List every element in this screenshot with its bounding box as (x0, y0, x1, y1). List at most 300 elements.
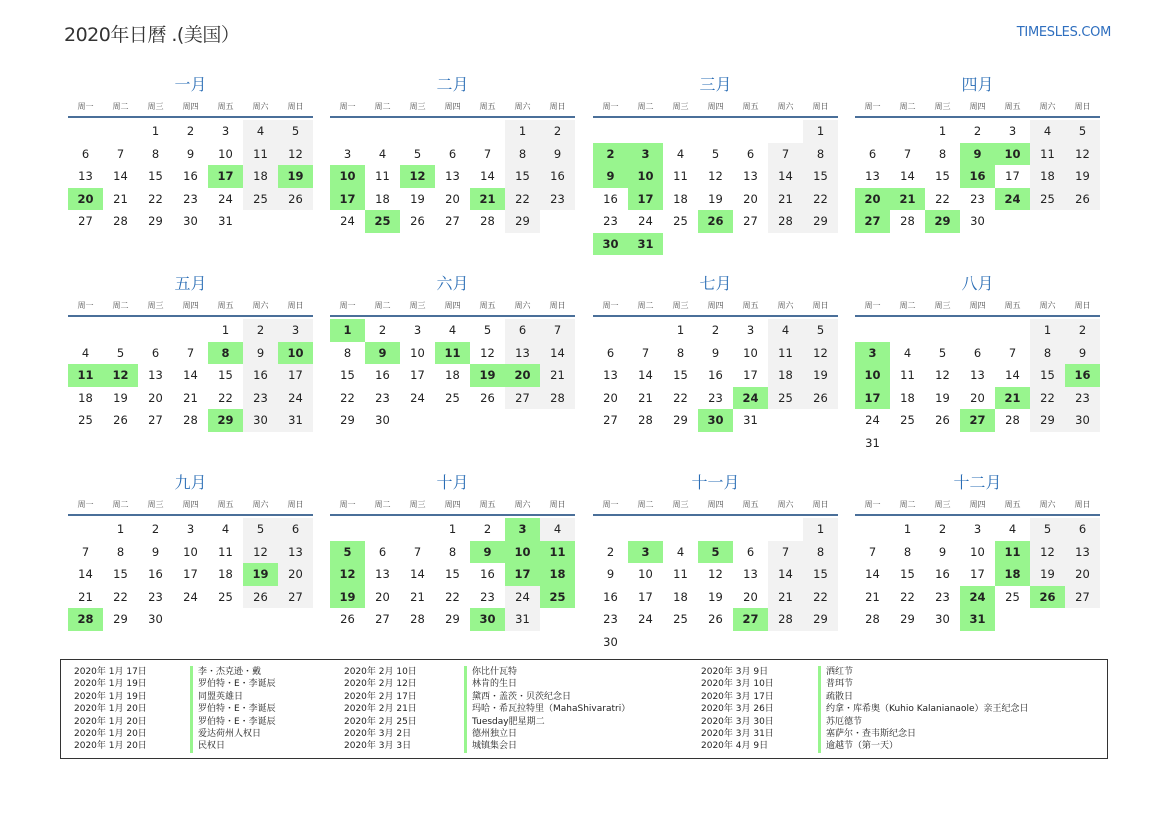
weekday-label: 周四 (444, 301, 461, 310)
day-cell: 28 (540, 387, 575, 410)
holiday-day-cell: 10 (278, 342, 313, 365)
header-rule (593, 315, 838, 317)
day-cell: 12 (708, 169, 723, 184)
legend-date: 2020年 1月 20日 (74, 741, 147, 752)
day-cell: 14 (480, 169, 495, 184)
day-cell: 11 (673, 567, 688, 582)
day-cell: 27 (603, 413, 618, 428)
holiday-day-cell: 9 (365, 342, 400, 365)
day-cell: 11 (375, 169, 390, 184)
weekday-label: 周二 (637, 301, 654, 310)
day-cell: 5 (483, 323, 492, 338)
legend-date: 2020年 3月 9日 (701, 667, 769, 677)
day-cell: 29 (900, 612, 915, 627)
day-cell: 4 (81, 345, 90, 360)
day-cell: 29 (803, 210, 838, 233)
weekday-label: 周二 (112, 500, 129, 509)
day-cell: 27 (743, 214, 758, 229)
holiday-day-cell: 11 (435, 342, 470, 365)
day-cell: 3 (746, 323, 755, 338)
day-cell: 23 (540, 188, 575, 211)
day-cell: 28 (768, 608, 803, 631)
holiday-day-cell: 27 (960, 409, 995, 432)
day-cell: 24 (638, 612, 653, 627)
day-cell: 20 (743, 589, 758, 604)
day-cell: 2 (938, 522, 947, 537)
day-cell: 3 (973, 522, 982, 537)
weekday-label: 周三 (409, 301, 426, 310)
day-cell: 20 (445, 191, 460, 206)
day-cell: 29 (148, 214, 163, 229)
weekday-label: 周五 (479, 102, 496, 111)
weekday-label: 周四 (444, 500, 461, 509)
day-cell: 28 (410, 612, 425, 627)
month-block (68, 73, 313, 233)
weekday-label: 周一 (77, 301, 94, 310)
site-link[interactable]: TIMESLES.COM (1016, 25, 1111, 40)
empty-cell (855, 518, 890, 541)
day-cell: 31 (505, 608, 540, 631)
day-cell: 28 (768, 210, 803, 233)
day-cell: 21 (865, 589, 880, 604)
day-cell: 3 (278, 319, 313, 342)
empty-cell (365, 120, 400, 143)
legend-holiday-name: 玛哈・希瓦拉特里（MahaShivaratri） (464, 703, 630, 715)
day-cell: 16 (243, 364, 278, 387)
holiday-day-cell: 19 (470, 364, 505, 387)
day-cell: 23 (935, 589, 950, 604)
weekday-header (330, 495, 575, 514)
day-cell: 14 (638, 368, 653, 383)
weekday-label: 周日 (812, 500, 829, 509)
weekday-label: 周五 (742, 301, 759, 310)
day-cell: 21 (78, 589, 93, 604)
empty-cell (173, 319, 208, 342)
day-cell: 5 (938, 345, 947, 360)
header-rule (330, 116, 575, 118)
day-cell: 11 (900, 368, 915, 383)
day-cell: 17 (410, 368, 425, 383)
day-grid (593, 518, 838, 653)
day-cell: 2 (606, 544, 615, 559)
day-cell: 25 (673, 612, 688, 627)
day-cell: 7 (116, 146, 125, 161)
day-cell: 13 (1065, 541, 1100, 564)
day-cell: 2 (483, 522, 492, 537)
weekday-label: 周六 (514, 500, 531, 509)
legend-date: 2020年 1月 19日 (74, 691, 147, 702)
month-block (593, 73, 838, 255)
empty-cell (925, 319, 960, 342)
weekday-label: 周日 (287, 102, 304, 111)
day-cell: 22 (148, 191, 163, 206)
holiday-day-cell: 16 (960, 165, 995, 188)
weekday-label: 周二 (112, 102, 129, 111)
day-grid (68, 518, 313, 631)
day-cell: 24 (505, 586, 540, 609)
day-cell: 12 (278, 143, 313, 166)
holiday-day-cell: 12 (103, 364, 138, 387)
holiday-day-cell: 19 (278, 165, 313, 188)
day-cell: 22 (935, 191, 950, 206)
day-cell: 29 (673, 413, 688, 428)
day-cell: 7 (768, 143, 803, 166)
day-cell: 1 (116, 522, 125, 537)
day-cell: 29 (505, 210, 540, 233)
day-cell: 18 (78, 390, 93, 405)
weekday-label: 周六 (514, 301, 531, 310)
day-cell: 15 (803, 165, 838, 188)
empty-cell (890, 319, 925, 342)
empty-cell (628, 518, 663, 541)
empty-cell (68, 518, 103, 541)
day-cell: 15 (445, 567, 460, 582)
weekday-label: 周四 (969, 102, 986, 111)
day-cell: 9 (1065, 342, 1100, 365)
day-cell: 19 (708, 191, 723, 206)
weekday-label: 周五 (1004, 301, 1021, 310)
weekday-label: 周三 (147, 102, 164, 111)
day-cell: 4 (448, 323, 457, 338)
day-cell: 13 (743, 567, 758, 582)
holiday-day-cell: 21 (470, 188, 505, 211)
day-cell: 8 (448, 544, 457, 559)
day-cell: 26 (708, 612, 723, 627)
day-cell: 4 (1030, 120, 1065, 143)
day-cell: 9 (606, 567, 615, 582)
day-cell: 4 (378, 146, 387, 161)
day-cell: 29 (113, 612, 128, 627)
day-cell: 22 (673, 390, 688, 405)
header-rule (855, 514, 1100, 516)
weekday-label: 周二 (374, 301, 391, 310)
day-cell: 30 (375, 413, 390, 428)
legend-holiday-name: 黛西・盖茨・贝茨纪念日 (464, 691, 571, 703)
holiday-day-cell: 30 (470, 608, 505, 631)
weekday-header (593, 296, 838, 315)
day-cell: 12 (243, 541, 278, 564)
holiday-day-cell: 19 (243, 563, 278, 586)
holiday-day-cell: 30 (593, 233, 628, 256)
holiday-day-cell: 5 (698, 541, 733, 564)
day-cell: 14 (78, 567, 93, 582)
day-cell: 13 (278, 541, 313, 564)
day-cell: 5 (803, 319, 838, 342)
day-cell: 23 (148, 589, 163, 604)
day-cell: 12 (935, 368, 950, 383)
weekday-label: 周日 (812, 102, 829, 111)
holiday-day-cell: 2 (593, 143, 628, 166)
day-cell: 28 (638, 413, 653, 428)
month-block (68, 272, 313, 432)
day-cell: 28 (900, 214, 915, 229)
weekday-label: 周三 (672, 301, 689, 310)
day-grid (593, 120, 838, 255)
empty-cell (103, 120, 138, 143)
weekday-label: 周日 (812, 301, 829, 310)
day-cell: 26 (935, 413, 950, 428)
day-cell: 13 (970, 368, 985, 383)
weekday-header (593, 495, 838, 514)
weekday-label: 周五 (217, 102, 234, 111)
day-cell: 6 (378, 544, 387, 559)
holiday-day-cell: 9 (593, 165, 628, 188)
holiday-day-cell: 12 (330, 563, 365, 586)
legend-date: 2020年 3月 3日 (344, 741, 412, 752)
day-cell: 18 (900, 390, 915, 405)
day-cell: 15 (148, 169, 163, 184)
month-block (330, 272, 575, 432)
day-cell: 9 (243, 342, 278, 365)
legend-date: 2020年 2月 17日 (344, 691, 417, 702)
legend-date: 2020年 3月 2日 (344, 729, 412, 739)
day-cell: 17 (1005, 169, 1020, 184)
weekday-header (330, 296, 575, 315)
day-cell: 8 (116, 544, 125, 559)
day-cell: 5 (711, 146, 720, 161)
day-cell: 28 (480, 214, 495, 229)
holiday-day-cell: 9 (960, 143, 995, 166)
day-cell: 25 (445, 390, 460, 405)
legend-holiday-name: 普珥节 (818, 678, 853, 690)
legend-holiday-name: 罗伯特・E・李诞辰 (190, 703, 276, 715)
day-cell: 18 (375, 191, 390, 206)
month-name: 八月 (961, 274, 994, 293)
holiday-day-cell: 18 (540, 563, 575, 586)
holiday-day-cell: 29 (925, 210, 960, 233)
day-cell: 10 (743, 345, 758, 360)
weekday-header (330, 97, 575, 116)
day-cell: 18 (243, 165, 278, 188)
weekday-label: 周一 (602, 301, 619, 310)
weekday-label: 周日 (287, 301, 304, 310)
legend-holiday-name: 罗伯特・E・李诞辰 (190, 678, 276, 690)
day-cell: 7 (81, 544, 90, 559)
day-cell: 13 (505, 342, 540, 365)
day-cell: 21 (768, 188, 803, 211)
day-cell: 25 (243, 188, 278, 211)
day-cell: 4 (676, 146, 685, 161)
month-name: 九月 (174, 473, 207, 492)
day-cell: 8 (803, 143, 838, 166)
day-cell: 6 (505, 319, 540, 342)
holiday-day-cell: 11 (68, 364, 103, 387)
weekday-label: 周一 (77, 102, 94, 111)
day-cell: 20 (278, 563, 313, 586)
holiday-day-cell: 25 (540, 586, 575, 609)
holiday-day-cell: 1 (330, 319, 365, 342)
holiday-day-cell: 31 (628, 233, 663, 256)
day-cell: 21 (113, 191, 128, 206)
holiday-day-cell: 3 (855, 342, 890, 365)
empty-cell (330, 120, 365, 143)
day-cell: 22 (900, 589, 915, 604)
day-cell: 30 (603, 634, 618, 649)
day-cell: 7 (641, 345, 650, 360)
day-cell: 23 (603, 214, 618, 229)
weekday-label: 周一 (339, 500, 356, 509)
weekday-label: 周四 (182, 102, 199, 111)
day-cell: 6 (448, 146, 457, 161)
weekday-label: 周六 (777, 500, 794, 509)
month-name: 十月 (436, 473, 469, 492)
day-cell: 8 (505, 143, 540, 166)
weekday-label: 周五 (1004, 500, 1021, 509)
day-cell: 8 (803, 541, 838, 564)
month-block (855, 471, 1100, 631)
day-cell: 23 (970, 191, 985, 206)
day-cell: 24 (340, 214, 355, 229)
weekday-label: 周五 (217, 500, 234, 509)
day-cell: 18 (1030, 165, 1065, 188)
day-cell: 27 (1065, 586, 1100, 609)
holiday-day-cell: 31 (960, 608, 995, 631)
empty-cell (733, 518, 768, 541)
day-cell: 8 (938, 146, 947, 161)
holiday-day-cell: 17 (628, 188, 663, 211)
holiday-day-cell: 27 (855, 210, 890, 233)
day-cell: 4 (768, 319, 803, 342)
legend-date: 2020年 3月 26日 (701, 704, 774, 715)
day-cell: 15 (673, 368, 688, 383)
weekday-label: 周六 (1039, 301, 1056, 310)
day-cell: 1 (221, 323, 230, 338)
legend-date: 2020年 3月 10日 (701, 679, 774, 690)
weekday-label: 周三 (409, 500, 426, 509)
legend-holiday-name: 城镇集会日 (464, 740, 517, 752)
weekday-label: 周二 (899, 102, 916, 111)
day-grid (855, 518, 1100, 631)
weekday-label: 周一 (864, 301, 881, 310)
day-cell: 21 (410, 589, 425, 604)
day-cell: 31 (218, 214, 233, 229)
day-cell: 10 (183, 544, 198, 559)
empty-cell (995, 319, 1030, 342)
day-cell: 12 (1065, 143, 1100, 166)
weekday-label: 周日 (549, 102, 566, 111)
weekday-label: 周一 (864, 102, 881, 111)
empty-cell (400, 120, 435, 143)
holiday-day-cell: 16 (1065, 364, 1100, 387)
day-cell: 10 (218, 146, 233, 161)
weekday-label: 周六 (777, 301, 794, 310)
legend-holiday-name: 约拿・库希奥（Kuhio Kalanianaole）亲王纪念日 (818, 703, 1029, 715)
day-cell: 20 (743, 191, 758, 206)
weekday-label: 周三 (934, 500, 951, 509)
day-cell: 1 (505, 120, 540, 143)
day-cell: 14 (183, 368, 198, 383)
day-cell: 13 (445, 169, 460, 184)
day-cell: 1 (676, 323, 685, 338)
holiday-day-cell: 3 (628, 143, 663, 166)
day-cell: 4 (221, 522, 230, 537)
holiday-day-cell: 19 (330, 586, 365, 609)
holiday-day-cell: 28 (68, 608, 103, 631)
day-cell: 18 (218, 567, 233, 582)
day-cell: 14 (768, 563, 803, 586)
day-cell: 22 (1030, 387, 1065, 410)
day-cell: 9 (938, 544, 947, 559)
holiday-day-cell: 29 (208, 409, 243, 432)
day-cell: 1 (803, 120, 838, 143)
day-cell: 2 (973, 124, 982, 139)
day-cell: 21 (638, 390, 653, 405)
day-cell: 24 (410, 390, 425, 405)
holiday-day-cell: 20 (855, 188, 890, 211)
day-cell: 14 (900, 169, 915, 184)
month-name: 二月 (436, 75, 469, 94)
day-cell: 4 (676, 544, 685, 559)
day-cell: 14 (768, 165, 803, 188)
day-cell: 25 (1005, 589, 1020, 604)
day-grid (855, 120, 1100, 233)
empty-cell (855, 120, 890, 143)
day-cell: 19 (935, 390, 950, 405)
empty-cell (663, 518, 698, 541)
day-cell: 6 (973, 345, 982, 360)
day-cell: 12 (708, 567, 723, 582)
legend-date: 2020年 2月 10日 (344, 667, 417, 677)
day-cell: 17 (638, 589, 653, 604)
holiday-day-cell: 24 (995, 188, 1030, 211)
day-cell: 28 (183, 413, 198, 428)
holiday-day-cell: 9 (470, 541, 505, 564)
month-name: 七月 (699, 274, 732, 293)
weekday-label: 周三 (672, 102, 689, 111)
day-cell: 30 (243, 409, 278, 432)
day-cell: 23 (1065, 387, 1100, 410)
day-cell: 5 (1030, 518, 1065, 541)
day-cell: 2 (151, 522, 160, 537)
day-cell: 7 (540, 319, 575, 342)
legend-date: 2020年 3月 17日 (701, 691, 774, 702)
header-rule (68, 116, 313, 118)
day-cell: 14 (1005, 368, 1020, 383)
day-cell: 6 (746, 544, 755, 559)
day-cell: 25 (673, 214, 688, 229)
weekday-label: 周五 (742, 102, 759, 111)
day-cell: 3 (186, 522, 195, 537)
day-cell: 21 (768, 586, 803, 609)
day-cell: 18 (768, 364, 803, 387)
day-cell: 18 (673, 191, 688, 206)
legend-date: 2020年 4月 9日 (701, 741, 769, 752)
day-cell: 19 (1065, 165, 1100, 188)
weekday-label: 周三 (147, 500, 164, 509)
month-name: 十一月 (691, 473, 740, 492)
month-name: 十二月 (953, 473, 1002, 492)
day-cell: 11 (673, 169, 688, 184)
weekday-label: 周四 (182, 301, 199, 310)
day-cell: 16 (708, 368, 723, 383)
weekday-header (855, 495, 1100, 514)
day-cell: 22 (803, 188, 838, 211)
day-cell: 5 (278, 120, 313, 143)
day-cell: 17 (743, 368, 758, 383)
holiday-day-cell: 20 (505, 364, 540, 387)
day-cell: 28 (113, 214, 128, 229)
holiday-day-cell: 10 (995, 143, 1030, 166)
day-cell: 30 (935, 612, 950, 627)
weekday-label: 周一 (602, 500, 619, 509)
day-cell: 3 (413, 323, 422, 338)
day-cell: 16 (540, 165, 575, 188)
weekday-label: 周三 (672, 500, 689, 509)
holiday-day-cell: 30 (698, 409, 733, 432)
empty-cell (768, 518, 803, 541)
legend-holiday-name: 疏散日 (818, 691, 853, 703)
day-cell: 19 (113, 390, 128, 405)
